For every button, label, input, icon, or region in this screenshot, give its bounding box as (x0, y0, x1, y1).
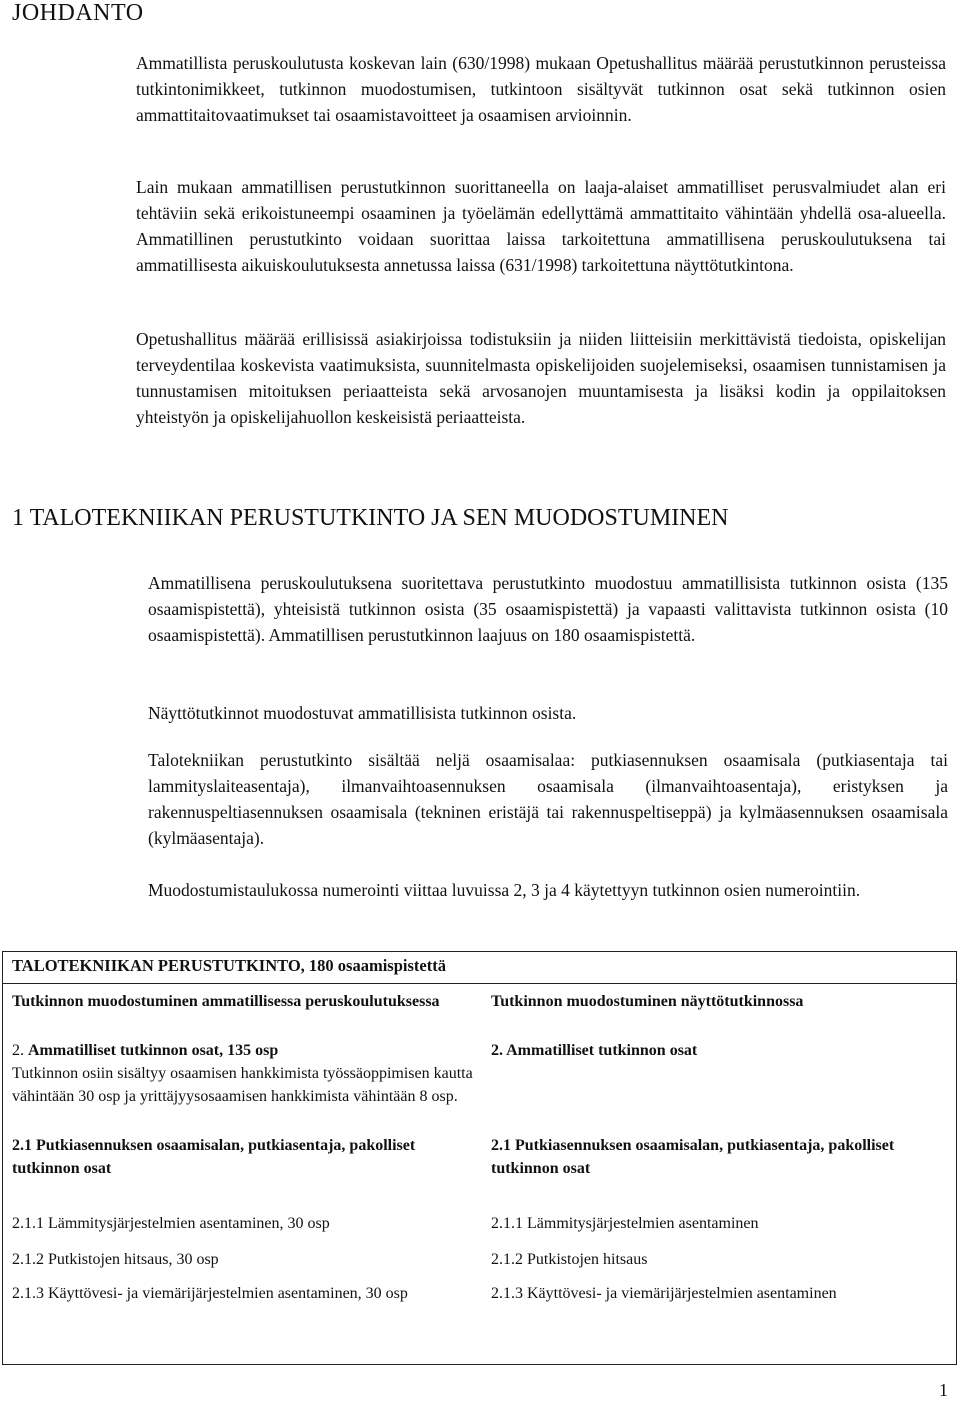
heading-section-1: 1 TALOTEKNIIKAN PERUSTUTKINTO JA SEN MUODOSTUMINEN (12, 505, 729, 531)
left-column-header: Tutkinnon muodostuminen ammatillisessa peruskoulutuksessa (12, 993, 440, 1010)
left-group-note: Tutkinnon osiin sisältyy osaamisen hankkimista työssäoppimisen kautta vähintään 30 osp ja yrittäjyysosaamisen hankkimista vähintään 8 osp. (12, 1065, 473, 1105)
page-number: 1 (939, 1380, 948, 1400)
table-title: TALOTEKNIIKAN PERUSTUTKINTO, 180 osaamispistettä (12, 956, 446, 975)
right-subgroup-heading: 2.1 Putkiasennuksen osaamisalan, putkiasentaja, pakolliset tutkinnon osat (491, 1137, 895, 1177)
right-column-header: Tutkinnon muodostuminen näyttötutkinnossa (491, 993, 804, 1010)
section1-paragraph-4: Muodostumistaulukossa numerointi viittaa luvuissa 2, 3 ja 4 käytettyyn tutkinnon osien numerointiin. (148, 880, 861, 900)
left-group-prefix: 2. (12, 1042, 28, 1059)
section1-paragraph-3: Talotekniikan perustutkinto sisältää neljä osaamisalaa: putkiasennuksen osaamisala (putkiasentaja tai lammityslaiteasentaja), ilmanvaihtoasennuksen osaamisala (ilmanvaihtoasentaja), eristyksen ja rakennuspeltiasennuksen osaamisala (tekninen eristäjä tai rakennuspeltiseppä) ja kylmäasennuksen osaamisala (kylmäasentaja). (148, 750, 948, 848)
intro-paragraph-3: Opetushallitus määrää erillisissä asiakirjoissa todistuksiin ja niiden liitteisiin merkittävistä tiedoista, opiskelijan terveydentilaa koskevista vaatimuksista, suunnitelmasta opiskelijoiden suojelemiseksi, osaamisen tunnistamisen ja tunnustamisen mitoituksen periaatteista sekä arvosanojen muuntamisesta ja lisäksi kodin ja oppilaitoksen yhteistyön ja opiskelijahuollon keskeisistä periaatteista. (136, 329, 946, 427)
right-item-3: 2.1.3 Käyttövesi- ja viemärijärjestelmien asentaminen (491, 1285, 837, 1302)
left-item-2: 2.1.2 Putkistojen hitsaus, 30 osp (12, 1251, 219, 1268)
left-item-3: 2.1.3 Käyttövesi- ja viemärijärjestelmien asentaminen, 30 osp (12, 1285, 408, 1302)
section1-paragraph-1: Ammatillisena peruskoulutuksena suoritettava perustutkinto muodostuu ammatillisista tutkinnon osista (135 osaamispistettä), yhteisistä tutkinnon osista (35 osaamispistettä) ja vapaasti valittavista tutkinnon osista (10 osaamispistettä). Ammatillisen perustutkinnon laajuus on 180 osaamispistettä. (148, 573, 948, 645)
table-divider (3, 983, 956, 984)
section1-paragraph-2: Näyttötutkinnot muodostuvat ammatillisista tutkinnon osista. (148, 703, 577, 723)
right-item-2: 2.1.2 Putkistojen hitsaus (491, 1251, 648, 1268)
heading-johdanto: JOHDANTO (12, 0, 144, 26)
right-group-heading: 2. Ammatilliset tutkinnon osat (491, 1042, 698, 1059)
intro-paragraph-2: Lain mukaan ammatillisen perustutkinnon suorittaneella on laaja-alaiset ammatilliset perusvalmiudet alan eri tehtäviin sekä erikoistuneempi osaaminen ja työelämän edellyttämä ammattitaito vähintään yhdellä osa-alueella. Ammatillinen perustutkinto voidaan suorittaa laissa tarkoitettuna ammatillisena peruskoulutuksena tai ammatillisesta aikuiskoulutuksesta annetussa laissa (631/1998) tarkoitettuna näyttötutkintona. (136, 177, 946, 275)
left-subgroup-heading: 2.1 Putkiasennuksen osaamisalan, putkiasentaja, pakolliset tutkinnon osat (12, 1137, 416, 1177)
structure-table (2, 951, 957, 1365)
left-item-1: 2.1.1 Lämmitysjärjestelmien asentaminen, 30 osp (12, 1215, 330, 1232)
right-item-1: 2.1.1 Lämmitysjärjestelmien asentaminen (491, 1215, 759, 1232)
left-group-heading (12, 1039, 474, 1062)
left-group-label: Ammatilliset tutkinnon osat, 135 osp (28, 1042, 279, 1059)
intro-paragraph-1: Ammatillista peruskoulutusta koskevan lain (630/1998) mukaan Opetushallitus määrää perustutkinnon perusteissa tutkintonimikkeet, tutkinnon muodostumisen, tutkintoon sisältyvät tutkinnon osat sekä tutkinnon osien ammattitaitovaatimukset tai osaamistavoitteet ja osaamisen arvioinnin. (136, 53, 946, 125)
